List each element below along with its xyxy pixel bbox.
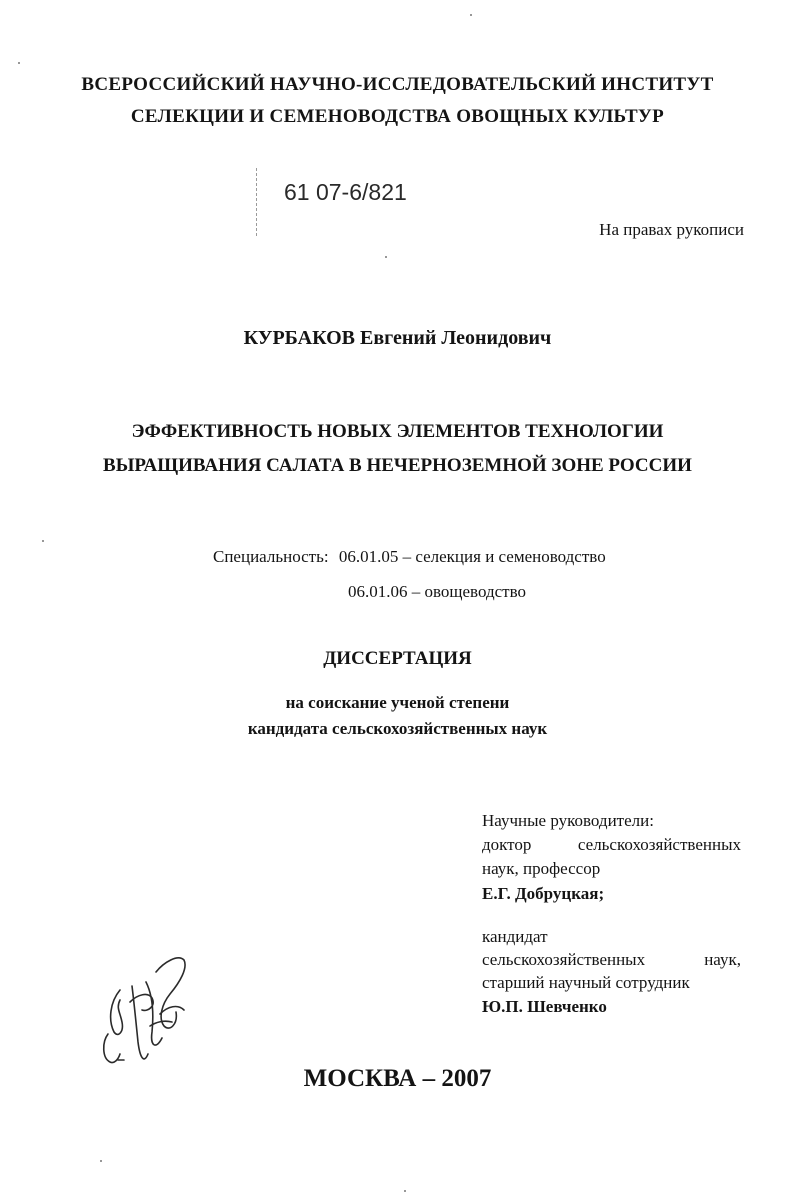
specialty-line1: [213, 547, 606, 567]
scan-speck: [385, 256, 387, 258]
specialty-item2: 06.01.06 – овощеводство: [348, 582, 527, 601]
supervisor2-line1: кандидат: [482, 927, 548, 946]
specialty-label: Специальность:: [213, 547, 329, 566]
supervisor1-name: Е.Г. Добруцкая;: [482, 884, 605, 903]
author-name: [0, 327, 795, 350]
supervisor2-line3: старший научный сотрудник: [482, 973, 690, 992]
supervisor1-line2: наук, профессор: [482, 859, 601, 878]
supervisor2-line2: [482, 950, 741, 970]
scan-speck: [18, 62, 20, 64]
author-given-names: Евгений Леонидович: [359, 327, 552, 349]
scan-speck: [404, 1190, 406, 1192]
thesis-title-line2: ВЫРАЩИВАНИЯ САЛАТА В НЕЧЕРНОЗЕМНОЙ ЗОНЕ РОССИИ: [103, 455, 692, 476]
handwritten-signature: [98, 942, 194, 1070]
institute-name-line1: ВСЕРОССИЙСКИЙ НАУЧНО-ИССЛЕДОВАТЕЛЬСКИЙ ИНСТИТУТ: [81, 74, 714, 95]
scan-speck: [100, 1160, 102, 1162]
degree-line2: кандидата сельскохозяйственных наук: [247, 719, 548, 738]
supervisor2-name: Ю.П. Шевченко: [482, 997, 607, 1016]
degree-line1: на соискание ученой степени: [285, 693, 510, 712]
scan-speck: [470, 14, 472, 16]
institute-name-line2: СЕЛЕКЦИИ И СЕМЕНОВОДСТВА ОВОЩНЫХ КУЛЬТУР: [130, 106, 665, 127]
supervisor2-title-word1: сельскохозяйственных: [482, 950, 646, 969]
scan-speck: [42, 540, 44, 542]
rights-note: На правах рукописи: [599, 220, 744, 239]
library-stamp-number: 61 07-6/821: [284, 179, 407, 205]
specialty-item1: 06.01.05 – селекция и семеноводство: [338, 547, 606, 566]
supervisor2-title-word2: наук,: [704, 950, 741, 969]
document-type: ДИССЕРТАЦИЯ: [323, 648, 472, 669]
supervisor1-title-word1: доктор: [482, 835, 532, 854]
city-year: МОСКВА – 2007: [303, 1065, 492, 1092]
thesis-title-line1: ЭФФЕКТИВНОСТЬ НОВЫХ ЭЛЕМЕНТОВ ТЕХНОЛОГИИ: [131, 421, 664, 442]
stamp-margin-mark: [256, 168, 257, 236]
supervisor1-line1: [482, 835, 741, 855]
supervisor1-title-word2: сельскохозяйственных: [577, 835, 741, 854]
author-surname: КУРБАКОВ: [243, 327, 355, 349]
supervisors-heading: Научные руководители:: [482, 811, 654, 830]
